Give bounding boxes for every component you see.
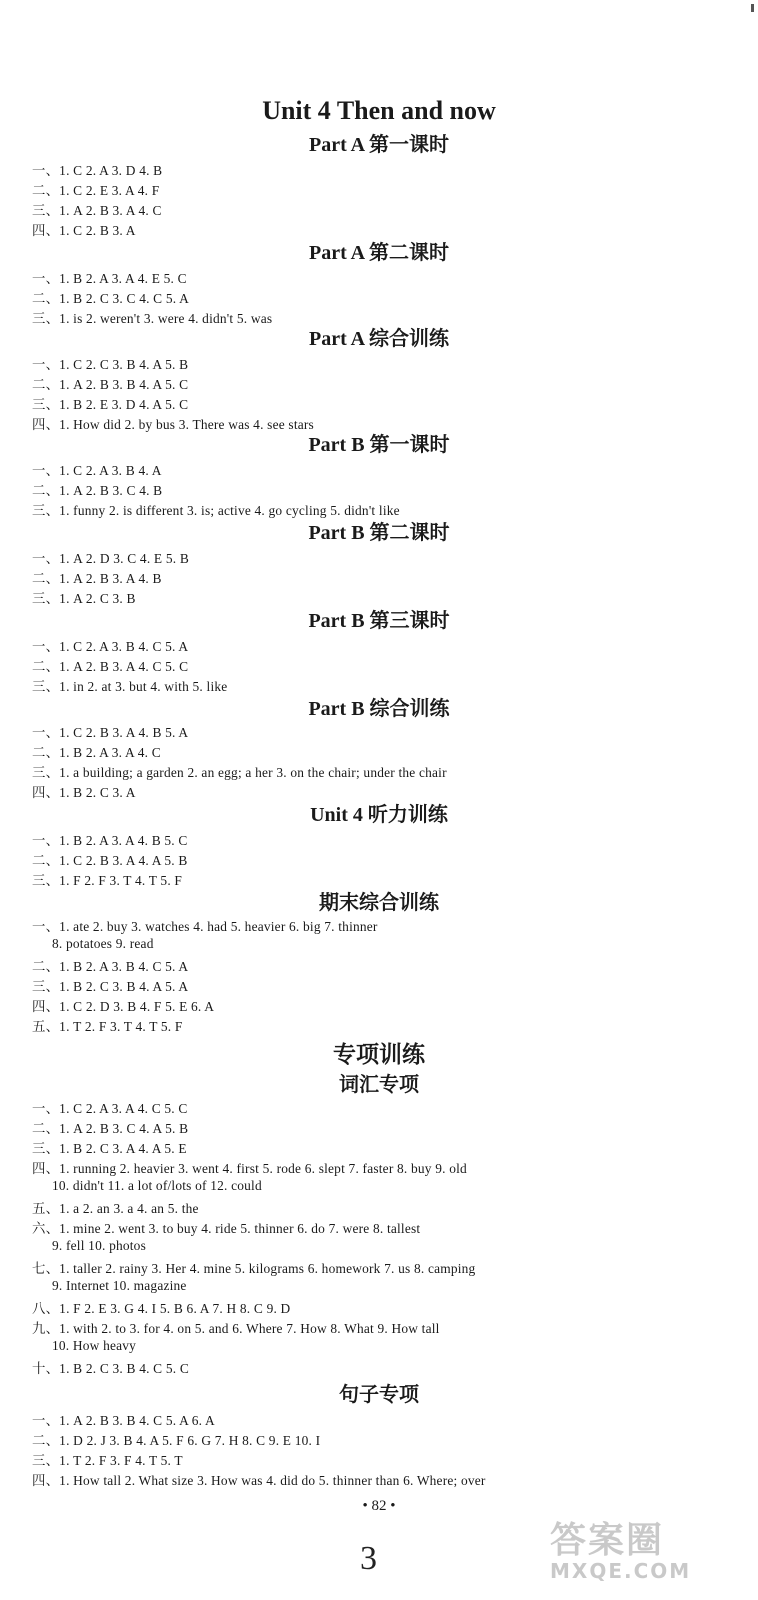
answer-line: 一、1. C 2. A 3. B 4. A — [32, 463, 162, 478]
handwritten-mark: 3 — [360, 1540, 377, 1577]
vocab-heading: 词汇专项 — [339, 1074, 419, 1096]
answer-line: 一、1. C 2. A 3. B 4. C 5. A — [32, 639, 189, 654]
answer-line: 六、1. mine 2. went 3. to buy 4. ride 5. thinner 6. do 7. were 8. tallest — [32, 1221, 421, 1236]
answer-line: 三、1. T 2. F 3. F 4. T 5. T — [32, 1453, 183, 1468]
answer-line: 一、1. C 2. A 3. D 4. B — [32, 163, 163, 178]
answer-line: 9. fell 10. photos — [52, 1238, 146, 1253]
answer-line: 三、1. F 2. F 3. T 4. T 5. F — [32, 873, 183, 888]
answer-line: 二、1. B 2. A 3. A 4. C — [32, 745, 161, 760]
answer-line: 四、1. C 2. D 3. B 4. F 5. E 6. A — [32, 999, 215, 1014]
answer-line: 二、1. C 2. B 3. A 4. A 5. B — [32, 853, 188, 868]
section-heading: Part B 第三课时 — [308, 610, 450, 632]
page-edge-mark — [751, 4, 754, 12]
answer-line: 三、1. B 2. C 3. A 4. A 5. E — [32, 1141, 187, 1156]
answer-line: 二、1. D 2. J 3. B 4. A 5. F 6. G 7. H 8. C 9. E 10. I — [32, 1433, 321, 1448]
answer-line: 三、1. a building; a garden 2. an egg; a her 3. on the chair; under the chair — [32, 765, 447, 780]
answer-line: 一、1. C 2. C 3. B 4. A 5. B — [32, 357, 189, 372]
answer-line: 五、1. T 2. F 3. T 4. T 5. F — [32, 1019, 183, 1034]
page-number: • 82 • — [362, 1498, 396, 1514]
answer-line: 二、1. C 2. E 3. A 4. F — [32, 183, 160, 198]
answer-line: 四、1. running 2. heavier 3. went 4. first 5. rode 6. slept 7. faster 8. buy 9. old — [32, 1161, 467, 1176]
unit-title: Unit 4 Then and now — [262, 96, 496, 125]
answer-line: 10. How heavy — [52, 1338, 137, 1353]
answer-line: 三、1. B 2. C 3. B 4. A 5. A — [32, 979, 189, 994]
answer-line: 四、1. How did 2. by bus 3. There was 4. see stars — [32, 417, 314, 432]
answer-line: 三、1. funny 2. is different 3. is; active 4. go cycling 5. didn't like — [32, 503, 400, 518]
answer-line: 一、1. C 2. A 3. A 4. C 5. C — [32, 1101, 188, 1116]
answer-line: 五、1. a 2. an 3. a 4. an 5. the — [32, 1201, 199, 1216]
answer-line: 十、1. B 2. C 3. B 4. C 5. C — [32, 1361, 189, 1376]
answer-line: 四、1. C 2. B 3. A — [32, 223, 136, 238]
answer-line: 二、1. A 2. B 3. C 4. B — [32, 483, 163, 498]
answer-line: 二、1. B 2. A 3. B 4. C 5. A — [32, 959, 189, 974]
section-heading: Part B 第一课时 — [308, 434, 450, 456]
answer-line: 四、1. B 2. C 3. A — [32, 785, 136, 800]
answer-line: 八、1. F 2. E 3. G 4. I 5. B 6. A 7. H 8. C 9. D — [32, 1301, 291, 1316]
answer-line: 三、1. B 2. E 3. D 4. A 5. C — [32, 397, 189, 412]
answer-line: 一、1. C 2. B 3. A 4. B 5. A — [32, 725, 189, 740]
answer-line: 8. potatoes 9. read — [52, 936, 154, 951]
final-review-heading: 期末综合训练 — [319, 892, 439, 914]
answer-line: 九、1. with 2. to 3. for 4. on 5. and 6. Where 7. How 8. What 9. How tall — [32, 1321, 440, 1336]
section-heading: Unit 4 听力训练 — [310, 804, 448, 826]
section-heading: Part A 第二课时 — [309, 242, 449, 264]
answer-line: 10. didn't 11. a lot of/lots of 12. could — [52, 1178, 262, 1193]
answer-line: 七、1. taller 2. rainy 3. Her 4. mine 5. kilograms 6. homework 7. us 8. camping — [32, 1261, 476, 1276]
answer-line: 三、1. is 2. weren't 3. were 4. didn't 5. was — [32, 311, 273, 326]
answer-line: 二、1. A 2. B 3. A 4. C 5. C — [32, 659, 189, 674]
sentence-heading: 句子专项 — [339, 1384, 419, 1406]
answer-line: 二、1. B 2. C 3. C 4. C 5. A — [32, 291, 189, 306]
section-heading: Part B 第二课时 — [308, 522, 450, 544]
watermark-logo-text: 答案圈 — [550, 1520, 665, 1561]
answer-line: 一、1. A 2. D 3. C 4. E 5. B — [32, 551, 189, 566]
section-heading: Part A 综合训练 — [309, 328, 449, 350]
answer-line: 三、1. A 2. C 3. B — [32, 591, 136, 606]
section-heading: Part A 第一课时 — [309, 134, 449, 156]
answer-line: 三、1. in 2. at 3. but 4. with 5. like — [32, 679, 228, 694]
watermark-url: MXQE.COM — [550, 1559, 692, 1583]
answer-line: 二、1. A 2. B 3. B 4. A 5. C — [32, 377, 189, 392]
answer-line: 二、1. A 2. B 3. C 4. A 5. B — [32, 1121, 189, 1136]
special-training-heading: 专项训练 — [333, 1042, 425, 1068]
answer-line: 一、1. B 2. A 3. A 4. B 5. C — [32, 833, 188, 848]
section-heading: Part B 综合训练 — [308, 698, 450, 720]
watermark-logo — [550, 1512, 750, 1592]
answer-line: 9. Internet 10. magazine — [52, 1278, 187, 1293]
answer-line: 四、1. How tall 2. What size 3. How was 4. did do 5. thinner than 6. Where; over — [32, 1473, 486, 1488]
answer-line: 一、1. B 2. A 3. A 4. E 5. C — [32, 271, 187, 286]
answer-line: 三、1. A 2. B 3. A 4. C — [32, 203, 162, 218]
answer-line: 二、1. A 2. B 3. A 4. B — [32, 571, 162, 586]
answer-line: 一、1. ate 2. buy 3. watches 4. had 5. heavier 6. big 7. thinner — [32, 919, 378, 934]
answer-line: 一、1. A 2. B 3. B 4. C 5. A 6. A — [32, 1413, 215, 1428]
